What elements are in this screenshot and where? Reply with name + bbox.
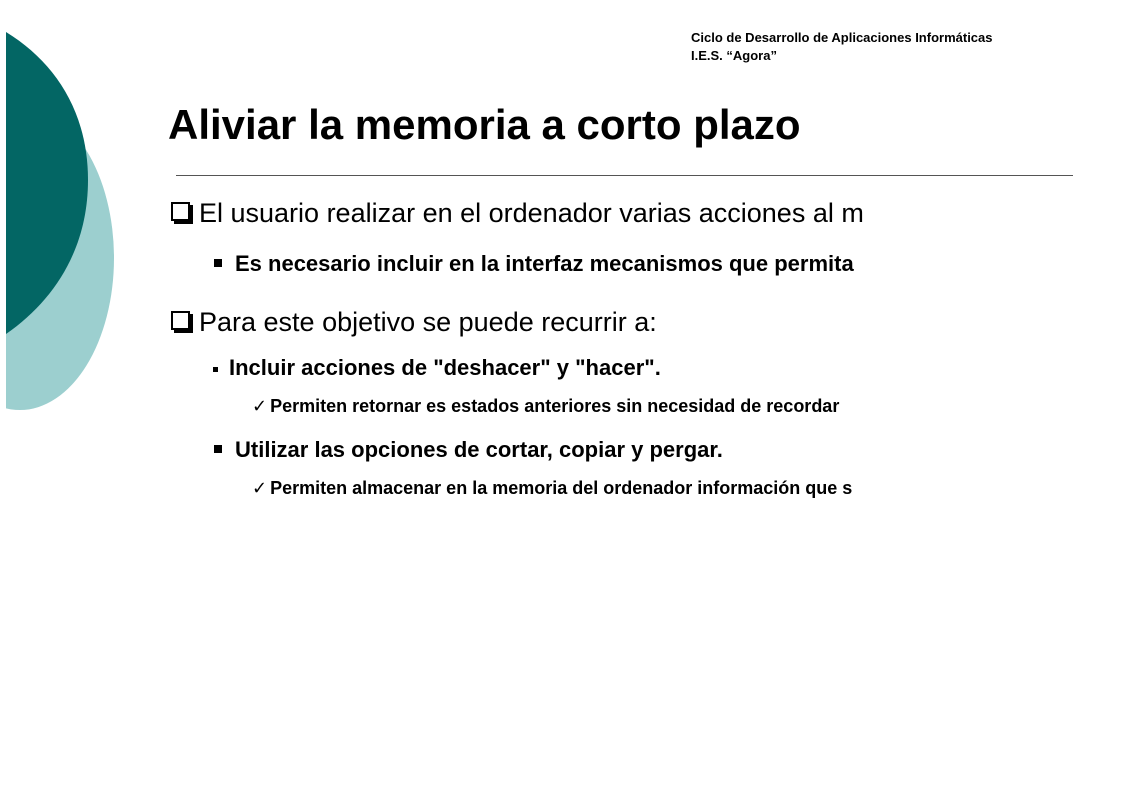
- bullet-text: Permiten almacenar en la memoria del ordenador información que s: [270, 478, 853, 498]
- bullet-text: Permiten retornar es estados anteriores sin necesidad de recordar: [270, 396, 840, 416]
- checkmark-icon: ✓: [252, 396, 268, 417]
- course-header: [691, 29, 993, 65]
- bullet-text: El usuario realizar en el ordenador varias acciones al m: [199, 198, 864, 228]
- bullet-item-level2: [214, 251, 854, 277]
- bullet-item-level1: [171, 198, 864, 229]
- decorative-shapes: [0, 0, 130, 420]
- bullet-item-level3: [252, 478, 852, 499]
- course-name: Ciclo de Desarrollo de Aplicaciones Informáticas: [691, 30, 993, 45]
- bullet-text: Para este objetivo se puede recurrir a:: [199, 307, 657, 337]
- square-bullet-icon: [214, 259, 222, 267]
- bullet-item-level2: [213, 355, 661, 381]
- bullet-item-level3: [252, 396, 839, 417]
- bullet-item-level1: [171, 307, 657, 338]
- school-name: I.E.S. “Agora”: [691, 48, 777, 63]
- title-divider: [176, 175, 1073, 176]
- square-bullet-icon: [213, 367, 218, 372]
- bullet-item-level2: [214, 437, 723, 463]
- hollow-square-icon: [171, 311, 190, 330]
- bullet-text: Utilizar las opciones de cortar, copiar y pergar.: [235, 437, 723, 462]
- square-bullet-icon: [214, 445, 222, 453]
- hollow-square-icon: [171, 202, 190, 221]
- bullet-text: Es necesario incluir en la interfaz mecanismos que permita: [235, 251, 854, 276]
- bullet-text: Incluir acciones de "deshacer" y "hacer".: [229, 355, 661, 380]
- checkmark-icon: ✓: [252, 478, 268, 499]
- slide-title: Aliviar la memoria a corto plazo: [168, 101, 801, 148]
- left-white-strip: [0, 0, 6, 420]
